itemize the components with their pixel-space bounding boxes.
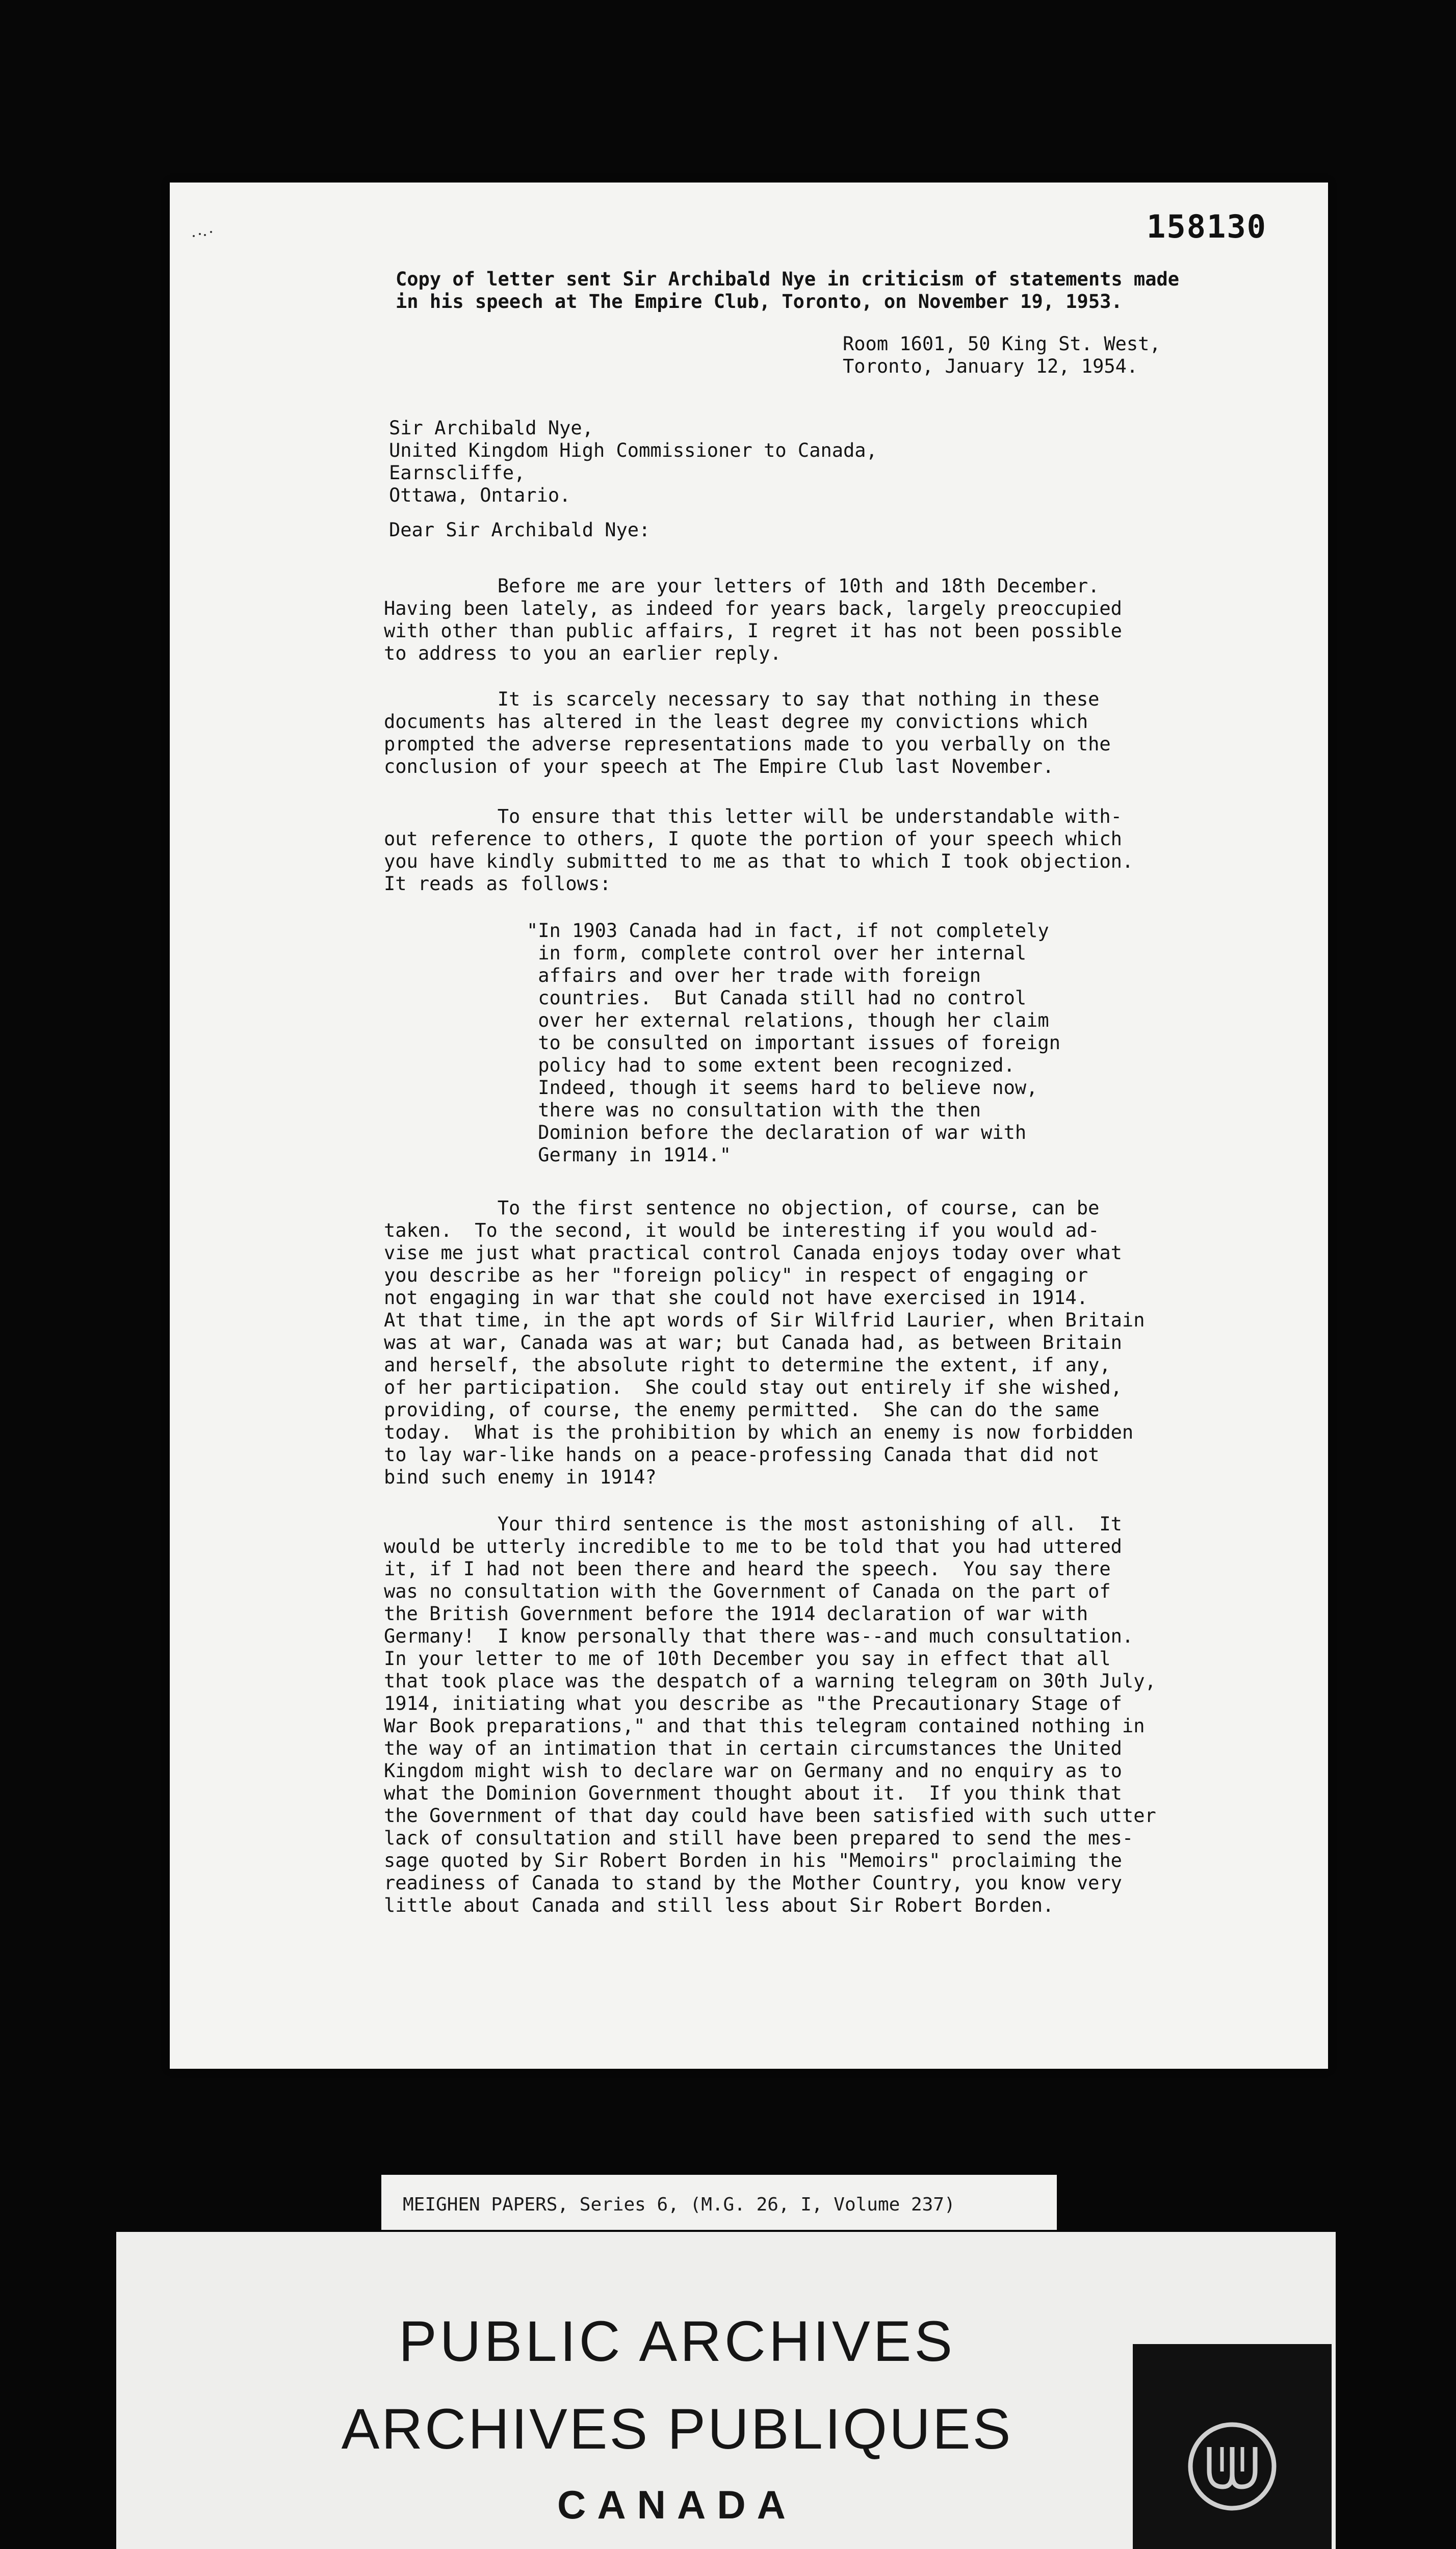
page-number: 158130 xyxy=(1147,208,1267,245)
salutation: Dear Sir Archibald Nye: xyxy=(389,519,651,541)
sender-address: Room 1601, 50 King St. West, Toronto, January 12, 1954. xyxy=(843,333,1161,377)
collection-label xyxy=(381,2175,1057,2230)
letter-page xyxy=(170,183,1328,2069)
archives-title-english: PUBLIC ARCHIVES xyxy=(398,2309,956,2373)
archives-card xyxy=(116,2232,1336,2549)
recipient-address: Sir Archibald Nye, United Kingdom High Commissioner to Canada, Earnscliffe, Ottawa, Ontario. xyxy=(389,417,877,506)
archives-logo-icon xyxy=(1181,2415,1283,2517)
scan-speck-marks xyxy=(193,231,213,238)
paragraph-2: It is scarcely necessary to say that nothing in these documents has altered in the least degree my convictions which prompted the adverse representations made to you verbally on the conclusion of your speech at The Empire Club last November. xyxy=(384,688,1111,777)
archives-title-french: ARCHIVES PUBLIQUES xyxy=(341,2397,1013,2461)
paragraph-4: To the first sentence no objection, of course, can be taken. To the second, it would be interesting if you would ad- vise me just what practical control Canada enjoys today over what you describe as her "foreign policy" in respect of engaging or not engaging in war that she could not have exercised in 1914. At that time, in the apt words of Sir Wilfrid Laurier, when Britain was at war, Canada was at war; but Canada had, as between Britain and herself, the absolute right to determine the extent, if any, of her participation. She could stay out entirely if she wished, providing, of course, the enemy permitted. She can do the same today. What is the prohibition by which an enemy is now forbidden to lay war-like hands on a peace-professing Canada that did not bind such enemy in 1914? xyxy=(384,1197,1145,1488)
collection-label-text: MEIGHEN PAPERS, Series 6, (M.G. 26, I, Volume 237) xyxy=(403,2194,955,2215)
paragraph-3: To ensure that this letter will be understandable with- out reference to others, I quote the portion of your speech which you have kindly submitted to me as that to which I took objection. It reads as follows: xyxy=(384,805,1134,895)
archives-country: CANADA xyxy=(557,2482,797,2527)
paragraph-1: Before me are your letters of 10th and 18th December. Having been lately, as indeed for years back, largely preoccupied with other than public affairs, I regret it has not been possible to address to you an earlier reply. xyxy=(384,575,1122,664)
speech-quotation: "In 1903 Canada had in fact, if not completely in form, complete control over her internal affairs and over her trade with foreign countries. But Canada still had no control over her external relations, though her claim to be consulted on important issues of foreign policy had to some extent been recognized. Indeed, though it seems hard to believe now, there was no consultation with the then Dominion before the declaration of war with Germany in 1914." xyxy=(527,920,1060,1166)
archives-seal-panel xyxy=(1133,2344,1332,2549)
letter-heading: Copy of letter sent Sir Archibald Nye in criticism of statements made in his speech at The Empire Club, Toronto, on November 19, 1953. xyxy=(396,268,1180,313)
paragraph-5: Your third sentence is the most astonishing of all. It would be utterly incredible to me to be told that you had uttered it, if I had not been there and heard the speech. You say there was no consultation with the Government of Canada on the part of the British Government before the 1914 declaration of war with Germany! I know personally that there was--and much consultation. In your letter to me of 10th December you say in effect that all that took place was the despatch of a warning telegram on 30th July, 1914, initiating what you describe as "the Precautionary Stage of War Book preparations," and that this telegram contained nothing in the way of an intimation that in certain circumstances the United Kingdom might wish to declare war on Germany and no enquiry as to what the Dominion Government thought about it. If you think that the Government of that day could have been satisfied with such utter lack of consultation and still have been prepared to send the mes- sage quoted by Sir Robert Borden in his "Memoirs" proclaiming the readiness of Canada to stand by the Mother Country, you know very little about Canada and still less about Sir Robert Borden. xyxy=(384,1513,1156,1916)
